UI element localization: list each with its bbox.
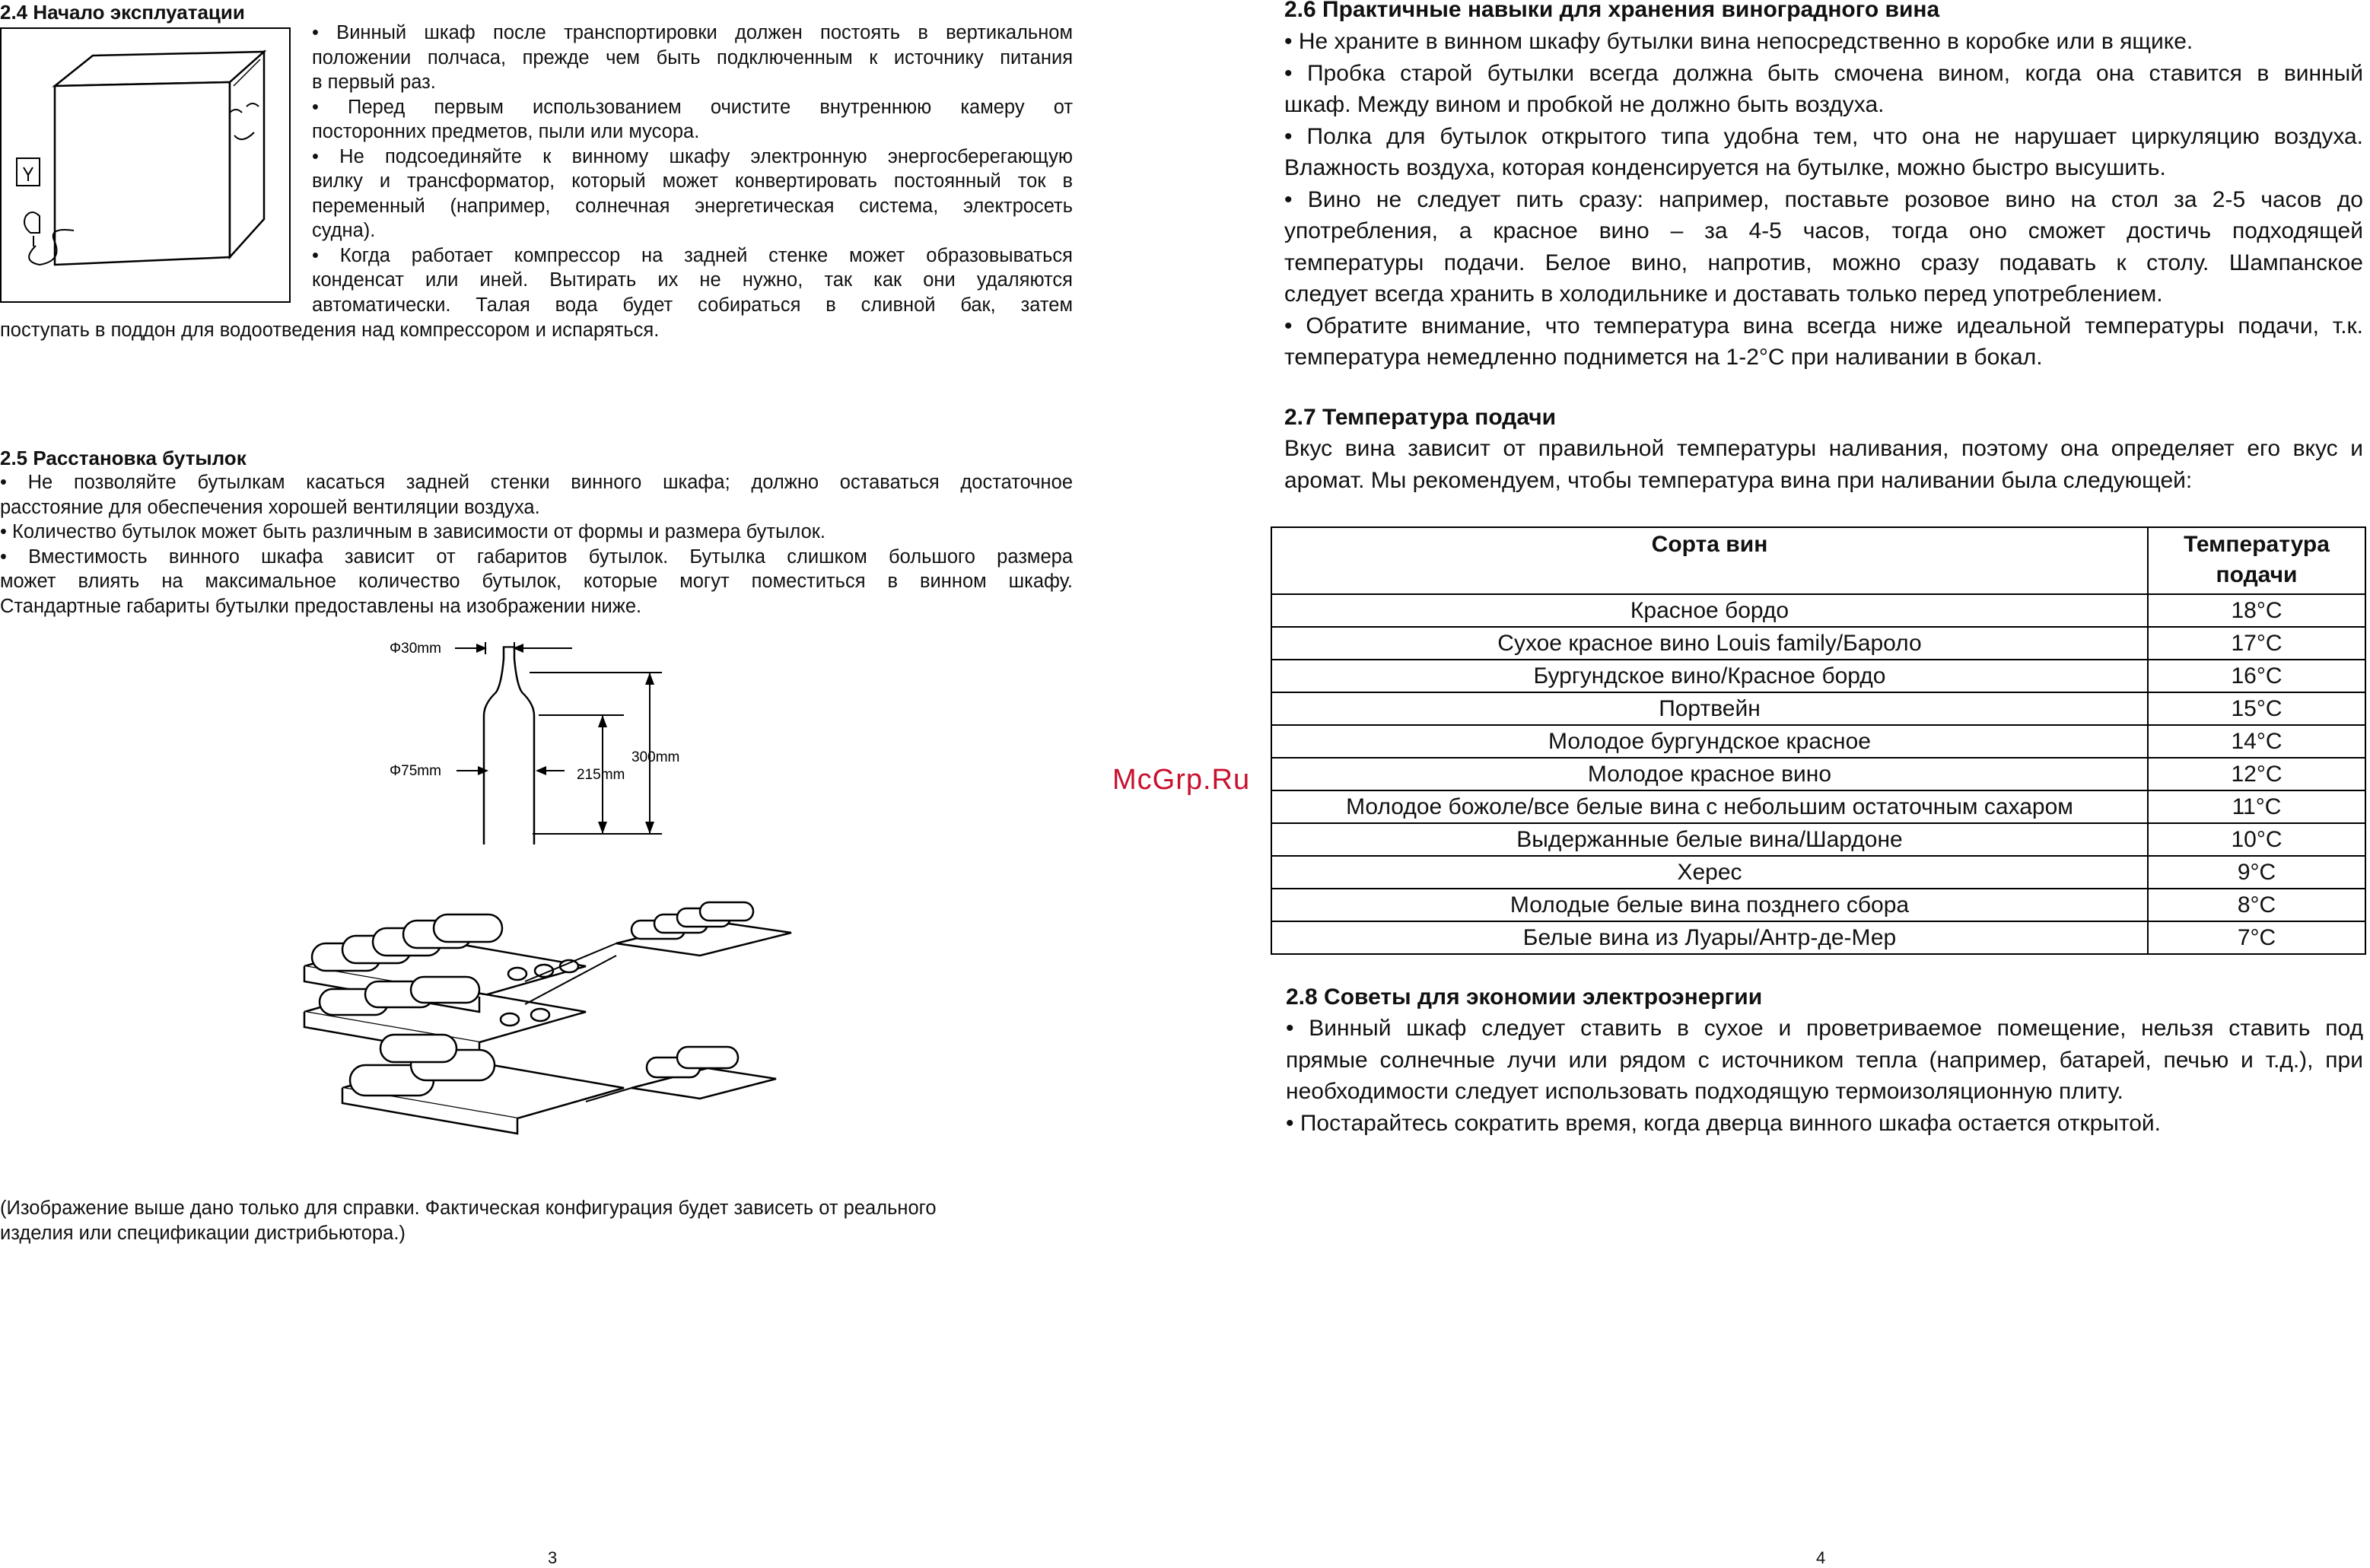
- s24-line: вилку и трансформатор, который может конвертировать постоянный ток в: [312, 170, 1073, 192]
- s24-line: посторонних предметов, пыли или мусора.: [312, 121, 700, 142]
- wine-cell: Бургундское вино/Красное бордо: [1271, 660, 2148, 692]
- s24-line: • Когда работает компрессор на задней стенке может образовываться: [312, 244, 1073, 266]
- wine-cell: Молодое красное вино: [1271, 758, 2148, 790]
- s26-line: Влажность воздуха, которая конденсируется на бутылке, можно быстро высушить.: [1284, 155, 2166, 180]
- section-2-7-body: [1284, 433, 2363, 496]
- s26-line: употребления, а красное вино – за 4-5 часов, тогда оно сможет достичь подходящей: [1284, 218, 2363, 243]
- s26-line: температуры подачи. Белое вино, напротив, можно сразу подавать к столу. Шампанское: [1284, 250, 2363, 275]
- s25-line: • Не позволяйте бутылкам касаться задней стенки винного шкафа; должно оставаться достаточное: [0, 472, 1073, 493]
- neck-diameter-label: Φ30mm: [390, 641, 441, 657]
- temp-cell: 9°C: [2148, 856, 2365, 889]
- wine-cabinet-drawing: [2, 29, 289, 301]
- table-row: [1271, 692, 2365, 725]
- bottle-dimension-diagram: [380, 624, 715, 844]
- watermark: McGrp.Ru: [1112, 764, 1251, 796]
- table-row: [1271, 823, 2365, 856]
- caption-line: изделия или спецификации дистрибьютора.): [0, 1222, 406, 1244]
- table-row: [1271, 790, 2365, 823]
- section-2-6-body: [1284, 26, 2363, 374]
- section-2-5-heading: 2.5 Расстановка бутылок: [0, 447, 247, 469]
- table-row: [1271, 889, 2365, 921]
- right-page: [1278, 0, 2366, 1565]
- s24-line: переменный (например, солнечная энергетическая система, электросеть: [312, 195, 1073, 217]
- table-row: [1271, 660, 2365, 692]
- body-diameter-label: Φ75mm: [390, 763, 441, 779]
- wine-cabinet-illustration: [0, 27, 291, 303]
- table-row: [1271, 921, 2365, 954]
- table-row: [1271, 627, 2365, 660]
- header-wine-type: Сорта вин: [1271, 527, 2148, 594]
- wine-cell: Херес: [1271, 856, 2148, 889]
- wine-cell: Молодое божоле/все белые вина с небольшим остаточным сахаром: [1271, 790, 2148, 823]
- s26-line: • Обратите внимание, что температура вина всегда ниже идеальной температуры подачи, т.к.: [1284, 313, 2363, 339]
- section-2-4-heading: 2.4 Начало эксплуатации: [0, 1, 245, 24]
- s28-line: • Постарайтесь сократить время, когда дверца винного шкафа остается открытой.: [1286, 1110, 2162, 1136]
- temp-cell: 7°C: [2148, 921, 2365, 954]
- s25-line: может влиять на максимальное количество бутылок, которые могут поместиться в винном шкафу.: [0, 571, 1073, 592]
- header-temp-line2: подачи: [2216, 562, 2298, 587]
- bottle-shelves-illustration: [297, 898, 799, 1172]
- serving-temperature-table: [1271, 526, 2366, 955]
- temp-cell: 15°C: [2148, 692, 2365, 725]
- s26-line: • Пробка старой бутылки всегда должна быть смочена вином, когда она ставится в винный: [1284, 60, 2363, 86]
- s24-line: автоматически. Талая вода будет собираться в сливной бак, затем: [312, 294, 1073, 316]
- table-row: [1271, 594, 2365, 627]
- table-header-row: [1271, 527, 2365, 594]
- header-serving-temp: [2148, 527, 2365, 594]
- s25-line: • Вместимость винного шкафа зависит от габаритов бутылок. Бутылка слишком большого размера: [0, 545, 1073, 568]
- page-number-right: 4: [1816, 1548, 1826, 1567]
- temp-cell: 14°C: [2148, 725, 2365, 758]
- s24-line: судна).: [312, 220, 376, 241]
- s26-line: • Не храните в винном шкафу бутылки вина непосредственно в коробке или в ящике.: [1284, 29, 2193, 54]
- s24-line: в первый раз.: [312, 72, 436, 93]
- s28-line: необходимости следует использовать подходящую термоизоляционную плиту.: [1286, 1079, 2123, 1104]
- s24-line: • Не подсоединяйте к винному шкафу электронную энергосберегающую: [312, 145, 1073, 167]
- s25-line: Стандартные габариты бутылки предоставлены на изображении ниже.: [0, 595, 642, 617]
- table-row: [1271, 856, 2365, 889]
- s26-line: следует всегда хранить в холодильнике и доставать только перед употреблением.: [1284, 281, 2163, 307]
- s25-line: • Количество бутылок может быть различным в зависимости от формы и размера бутылок.: [0, 521, 826, 542]
- s26-line: шкаф. Между вином и пробкой не должно быть воздуха.: [1284, 92, 1885, 117]
- wine-cell: Красное бордо: [1271, 594, 2148, 627]
- s28-line: • Винный шкаф следует ставить в сухое и проветриваемое помещение, нельзя ставить под: [1286, 1016, 2363, 1041]
- temp-cell: 16°C: [2148, 660, 2365, 692]
- s24-line: конденсат или иней. Вытирать их не нужно, так как они удаляются: [312, 269, 1073, 291]
- temp-cell: 10°C: [2148, 823, 2365, 856]
- total-height-label: 300mm: [631, 749, 680, 765]
- shoulder-height-label: 215mm: [577, 767, 625, 783]
- section-2-8-heading: 2.8 Советы для экономии электроэнергии: [1286, 984, 1763, 1010]
- header-temp-line1: Температура: [2184, 532, 2330, 557]
- left-page: [0, 0, 1080, 1565]
- s24-line: • Винный шкаф после транспортировки должен постоять в вертикальном: [312, 22, 1073, 43]
- temp-cell: 8°C: [2148, 889, 2365, 921]
- section-2-6-heading: 2.6 Практичные навыки для хранения виноградного вина: [1284, 0, 1940, 22]
- s26-line: • Вино не следует пить сразу: например, поставьте розовое вино на стол за 2-5 часов до: [1284, 186, 2363, 212]
- s26-line: температура немедленно поднимется на 1-2°C при наливании в бокал.: [1284, 345, 2043, 370]
- s24-line: положении полчаса, прежде чем быть подключенным к источнику питания: [312, 46, 1073, 68]
- page-number-left: 3: [548, 1548, 558, 1567]
- section-2-7-heading: 2.7 Температура подачи: [1284, 405, 1557, 430]
- s27-line: Вкус вина зависит от правильной температуры наливания, поэтому она определяет его вкус и: [1284, 436, 2363, 461]
- caption-line: (Изображение выше дано только для справки. Фактическая конфигурация будет зависеть от реального: [0, 1197, 937, 1219]
- table-row: [1271, 725, 2365, 758]
- s24-last-line: поступать в поддон для водоотведения над компрессором и испаряться.: [0, 320, 660, 341]
- wine-cell: Молодые белые вина позднего сбора: [1271, 889, 2148, 921]
- temp-cell: 18°C: [2148, 594, 2365, 627]
- s28-line: прямые солнечные лучи или рядом с источником тепла (например, батарей, печью и т.д.), при: [1286, 1047, 2363, 1073]
- table-row: [1271, 758, 2365, 790]
- s24-line: • Перед первым использованием очистите внутреннюю камеру от: [312, 96, 1073, 118]
- wine-cell: Молодое бургундское красное: [1271, 725, 2148, 758]
- s26-line: • Полка для бутылок открытого типа удобна тем, что она не нарушает циркуляцию воздуха.: [1284, 123, 2363, 149]
- temp-cell: 17°C: [2148, 627, 2365, 660]
- wine-cell: Сухое красное вино Louis family/Бароло: [1271, 627, 2148, 660]
- temp-cell: 11°C: [2148, 790, 2365, 823]
- temp-cell: 12°C: [2148, 758, 2365, 790]
- section-2-8-body: [1286, 1013, 2363, 1139]
- section-2-4-body: [312, 21, 1073, 317]
- wine-cell: Портвейн: [1271, 692, 2148, 725]
- s25-line: расстояние для обеспечения хорошей вентиляции воздуха.: [0, 496, 540, 518]
- wine-cell: Выдержанные белые вина/Шардоне: [1271, 823, 2148, 856]
- wine-cell: Белые вина из Луары/Антр-де-Мер: [1271, 921, 2148, 954]
- s27-line: аромат. Мы рекомендуем, чтобы температура вина при наливании была следующей:: [1284, 467, 2193, 493]
- section-2-5-body: [0, 470, 1073, 619]
- image-caption: [0, 1196, 1080, 1245]
